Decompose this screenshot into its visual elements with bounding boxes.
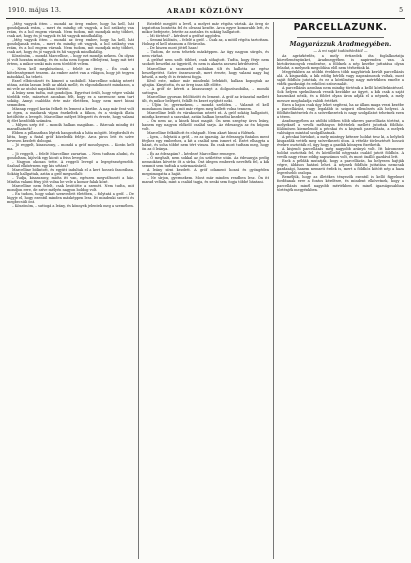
paragraph: – Semmi különös, – felelé a gróf. – Csak az, a mitől régóta tartottam. Holnap el kell utaznom a fővárosba. — [142, 38, 269, 47]
byline: — A mi saját tudósítónktól — — [313, 49, 368, 53]
paragraph: Másnap reggel korán felkelt és lement a kertbe. A nap már fent volt az égen, a madarak vígan énekeltek a fákon, és a virágok illata betöltötte a levegőt. Marcelline mélyet lélegzett és érezte, hogy valami új élet kezdődik számára. — [7, 106, 134, 124]
paragraph: Ezek a példák mutatják, hogy a parcellázás, ha helyesen hajtják végre, áldásos hatású lehet. A népnek földhöz juttatása nemcsak gazdasági, hanem nemzeti érdek is, mert a földhöz kötött nép a haza legerősebb oszlopa. — [277, 159, 404, 176]
paragraph: – A gróf úr kéreti a kisasszonyt a dolgozószobába, – mondá suttogva. — [142, 86, 269, 95]
paragraph: Marcelline gyorsan felöltözött és lement. A gróf az íróasztal mellett ült, és mikor belépett, felállt és kezet nyújtott neki. — [142, 94, 269, 103]
paragraph: – Ő meghalt, nem sokkal az ön születése után. Az édesanyja pedig nemsokára követte őt a sírba. Önt idegen emberek nevelték fel, a kik semmit sem tudtak a származásáról. — [142, 155, 269, 168]
header-rule — [6, 18, 405, 19]
paragraph: Ezzel elbúcsúzott és kiment a szobából. Marcelline sokáig nézett utána, aztán lassan leült az ablak mellé, és elgondolkozott mindazon, a mi vele az utolsó napokban történt. — [7, 78, 134, 91]
column-divider — [138, 22, 139, 559]
middle-column — [142, 22, 269, 559]
paragraph: Megyénkben az utóbbi években több nagybirtok került parcellázás alá. A kisgazdák, a kik eddig bérlők vagy napszámosok voltak, most saját földhöz jutottak, és ez a körülmény nagy mértékben emelte a vidék gazdasági és erkölcsi színvonalát. — [277, 70, 404, 87]
right-column — [277, 22, 404, 559]
paragraph: – Jó reggelt, – felelé Marcelline zavartan. – Nem tudtam aludni, és gondoltam, kijövök egy kicsit a friss levegőre. — [7, 151, 134, 160]
paragraph: – Jó reggelt, kisasszony, – mondá a gróf mosolyogva. – Korán kelt ma. — [7, 143, 134, 152]
paragraph: – Tudja, kisasszony, mióta itt van, egészen megváltozott a ház. Mintha valami fény jött volna be vele a komor falak közé. — [7, 175, 134, 184]
paragraph: Ebben a pillanatban léptek hangzottak a háta mögött. Megfordult és látta, hogy a fiatal gróf közeledik feléje. Arca piros lett és szíve hevesen kezdett dobogni. — [7, 131, 134, 144]
paragraph: – Ön nem az, a kinek hiszi magát. Ön nem szegény árva leány, hanem egy nagyon előkelő család sarja. Az édesanyja az én húgom volt. — [142, 119, 269, 132]
newspaper-page — [6, 4, 405, 559]
paragraph: Köszönöm, – mondá Marcelline, – hogy ezt mondja nekem. Ön olyan jó volt hozzám mindig, és én soha nem fogom elfelejteni, hogy mit tett értem, a mikor senki más nem törődött velem. — [7, 54, 134, 67]
paragraph: Késő este, mikor már mindenki lefeküdt, halkan kopogtak az ajtaján. Kinyitotta, és az öreg inas állt előtte. — [142, 78, 269, 87]
paragraph: A leány nem tudta, mit gondoljon. Egyrészt örült, hogy végre valaki törődik vele, másrészt azonban félt, hogy ez a szerencse nem tart sokáig. Annyi csalódás érte már életében, hogy nem mert hinni semmiben. — [7, 90, 134, 107]
paragraph: Reméljük, hogy az illetékes tényezők ezentúl is kellő figyelmet fordítanak erre a fontos kérdésre, és mindent elkövetnek, hogy a parcellázás minél nagyobb mértékben és minél igazságosabban történjék megyénkben. — [277, 175, 404, 192]
page-header — [6, 4, 405, 18]
paragraph: – Üljön le, gyermekem, – mondá szelíden. – Valamit el kell mondanom önnek, a mit már régen meg kellett volna tennem. — [142, 102, 269, 111]
page-number: 5 — [399, 7, 403, 14]
paragraph: – Én tudom, hogy sokat szenvedett életében, – folytatá a gróf. – De higyje el, hogy ezentúl minden másképpen lesz. Itt mindenki szereti és megbecsüli önt. — [7, 191, 134, 205]
paragraph: – Mi történt? – kérdezé a grófné aggódva. — [147, 34, 222, 39]
paragraph: „Még vagyok itten – mondá az öreg ember, hogy ha kell, hát gondoljanak reám, – mert én mindig ott vagyok, a hol szükség van reám, és a hol engem várnak. Nem tudom, mit mondjak még többet, csak azt, hogy én jó vagyok és hű vagyok mindhalálig. — [7, 22, 134, 39]
paragraph: – Köszönöm, – suttogá a leány, és könnyek jelentek meg a szemében. — [12, 204, 134, 209]
issue-date: 1910. május 13. — [8, 7, 62, 14]
paragraph: Aradmegyében az utóbbi időben több sikeres parcellázás történt, a melyeknél a vevők méltányos feltételek mellett jutottak földhöz. Különösen kiemelendő a pécskai és a kisjenői parcellázás, a melyek valóságos mintául szolgálhatnak. — [277, 118, 404, 135]
newspaper-title: ARADI KÖZLÖNY — [166, 7, 245, 15]
paragraph: – Tudom, de nem tehetek másképpen. Az ügy nagyon sürgős, és nem várhat. — [142, 50, 269, 59]
paragraph: Ezen a bajon csak úgy lehet segíteni, ha az állam maga veszi kezébe a parcellázást, vagy legalább is szigorú ellenőrzés alá helyezi. A földhitelintézetek és a szövetkezetek is nagy szolgálatot tehetnek ezen a téren. — [277, 102, 404, 119]
column-divider — [273, 22, 274, 559]
paragraph: Marcelline bólintott, és együtt indultak el a kert hosszú fasorában. Sokáig hallgattak, aztán a gróf megszólalt: — [7, 167, 134, 176]
paragraph: – És az édesapám? – kérdezé Marcelline remegve. — [147, 151, 237, 156]
article-headline: Magyarázzuk Aradmegyében. — [289, 41, 392, 48]
paragraph: Marcelline leült és várakozóan nézett rá. A gróf sokáig hallgatott, mintha keresné a szavakat, aztán halkan beszélni kezdett. — [142, 111, 269, 120]
section-title: PARCELLÁZUNK. — [293, 22, 388, 33]
title-rule — [297, 37, 384, 38]
paragraph: A pécskai birtokot, a mely mintegy kétezer holdat tesz ki, a helybeli kisgazdák vették meg szövetkezeti úton. A vételár törlesztését hosszú évekre osztották el, úgy hogy a gazdák könnyen fizethetik. — [277, 134, 404, 148]
paragraph: Marcelline nem felelt, csak lesütötte a szemét. Nem tudta, mit mondjon erre, de szíve mélyén nagyon boldog volt. — [7, 183, 134, 192]
paragraph: – Nem kell megköszönni, – felelé az öreg. – Én csak a kötelességemet teszem. Az ember azért van a világon, hogy jót tegyen másokkal, ha teheti. — [7, 66, 134, 79]
paragraph: A parcellázás azonban nem mindig történik a kellő körültekintéssel. Sok helyen spekulánsok veszik kezükbe az ügyet, a kik csak a saját hasznukat nézik, és a földet olyan áron adják el a népnek, a mely messze meghaladja valódi értékét. — [277, 86, 404, 103]
paragraph: Marcelline a szomszéd szobában ült és hallotta az egész beszélgetést. Szíve összeszorult, mert érezte, hogy valami nagy baj készül, a mely őt is érinteni fogja. — [142, 66, 269, 79]
paragraph: – Nagyon okosan tette. A reggeli levegő a legegészségesebb. Szabad elkísérnem egy kis sétára? — [7, 159, 134, 168]
paragraph: – Ne sírjon, gyermekem. Most már minden rendben lesz. Ön itt marad velünk, mint a család tagja, és senki sem fogja többé bántani. — [142, 175, 269, 184]
paragraph: Az agrárkérdés, a mely évtizedek óta foglalkoztatja közvéleményünket, Aradmegyében is napirenden van. A birtokviszonyok rendezése, a földnek a nép kezébe juttatása olyan feladat, a melynek megoldása elől nem térhetünk ki. — [277, 54, 404, 71]
paragraph: Marcelline felkiáltott és elsápadt. Nem akart hinni a fülének. — [147, 131, 256, 136]
paragraph: – De hiszen most jöttél haza! — [147, 46, 199, 51]
paragraph: A kisjenői parcellázás még nagyobb arányú volt. Itt háromezer holdat osztottak fel, és körülbelül négyszáz család jutott földhöz. A vevők nagy része eddig napszámos volt, és most önálló gazdává lett. — [277, 147, 404, 160]
paragraph: – Milyen szép itt! – mondá halkan magában. – Bárcsak mindig itt maradhatnék! — [7, 123, 134, 132]
paragraph: Estefelé megjött a levél, a melyet már régóta vártak. Az öreg úr izgatottan bontotta fel és olvasni kezdte. Arca egyre komorabb lett, és mikor befejezte, letette az asztalra és sokáig hallgatott. — [142, 22, 269, 35]
paragraph: – Igen, – folytatá a gróf, – ez az igazság. Az édesanyja fiatalon ment férjhez egy emberhez, a kit a család nem ismert el. Ezért elhagyta a házat, és soha többé nem tért vissza. Én csak most tudtam meg, hogy ön az ő leánya. — [142, 135, 269, 152]
paragraph: A leány sírni kezdett. A gróf odament hozzá és gyöngéden megsimogatta a haját. — [142, 167, 269, 176]
paragraph: A grófné nem szólt többet, csak sóhajtott. Tudta, hogy férje nem szokott beszélni az ügyeiről, és nem is akarta zavarni kérdéseivel. — [142, 58, 269, 67]
paragraph: „Még vagyok itten – mondá az öreg ember, hogy ha kell, hát gondoljanak reám, – mert én mindig ott vagyok, a hol szükség van reám, és a hol engem várnak. Nem tudom, mit mondjak még többet, csak azt, hogy én jó vagyok és hű vagyok mindhalálig. — [7, 38, 134, 55]
left-column — [7, 22, 134, 559]
